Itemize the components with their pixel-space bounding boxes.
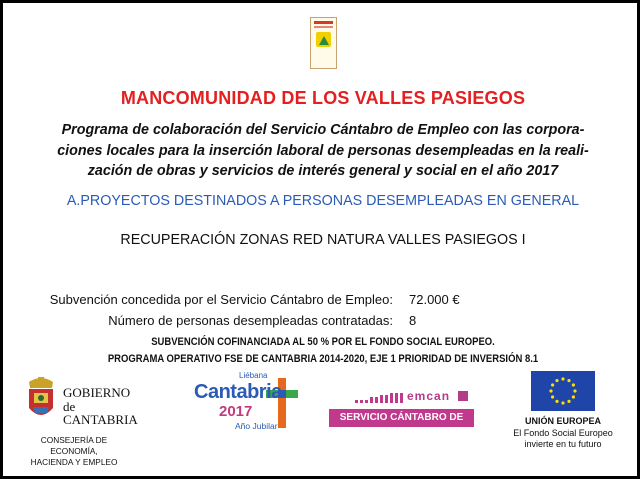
mountain-icon [319, 36, 329, 45]
eu-label: UNIÓN EUROPEA [524, 416, 601, 426]
gob-name-line: GOBIERNO [63, 385, 131, 400]
emcan-logo-word: emcan [407, 389, 451, 403]
emcan-dots-icon [355, 392, 405, 406]
logo-stripe [314, 21, 333, 24]
consejeria-label [19, 435, 129, 468]
page-title: MANCOMUNIDAD DE LOS VALLES PASIEGOS [120, 88, 526, 108]
eu-flag-icon [531, 371, 595, 411]
section-heading: A.PROYECTOS DESTINADOS A PERSONAS DESEMPLEADAS EN GENERAL [66, 193, 580, 209]
cofinancing-line: PROGRAMA OPERATIVO FSE DE CANTABRIA 2014-2020, EJE 1 PRIORIDAD DE INVERSIÓN 8.1 [107, 353, 539, 365]
consejeria-line: HACIENDA Y EMPLEO [30, 457, 118, 467]
cantabria-2017-liebana: Liébana [239, 371, 268, 380]
consejeria-line: CONSEJERÍA DE ECONOMÍA, [40, 435, 108, 456]
logo-stripe [314, 26, 333, 28]
emcan-arrow-icon [458, 391, 468, 401]
program-line: Programa de colaboración del Servicio Cántabro de Empleo con las corpora- [61, 122, 585, 138]
cofinancing-line: SUBVENCIÓN COFINANCIADA AL 50 % POR EL FONDO SOCIAL EUROPEO. [151, 336, 495, 348]
eu-fund-line: invierte en tu futuro [524, 439, 602, 449]
program-line: ciones locales para la inserción laboral de personas desempleadas en la reali- [57, 142, 589, 159]
project-name: RECUPERACIÓN ZONAS RED NATURA VALLES PASIEGOS I [120, 232, 526, 248]
cantabria-2017-word: Cantabria [194, 381, 282, 403]
program-description [25, 120, 621, 182]
cantabria-2017-year: 2017 [219, 403, 253, 420]
cantabria-2017-subtitle: Año Jubilar [235, 421, 278, 431]
eu-fund-text [499, 428, 627, 450]
gob-name-line: CANTABRIA [63, 412, 138, 427]
people-label: Número de personas desempleadas contratadas: [108, 313, 393, 328]
program-line: zación de obras y servicios de interés general y social en el año 2017 [87, 163, 559, 179]
people-value: 8 [409, 313, 417, 328]
grant-value: 72.000 € [409, 292, 460, 307]
eu-fund-line: El Fondo Social Europeo [513, 428, 613, 438]
grant-label: Subvención concedida por el Servicio Cántabro de Empleo: [49, 292, 393, 307]
mancomunidad-logo [310, 17, 337, 69]
emcan-service-bar: SERVICIO CÁNTABRO DE EMPLEO [329, 409, 474, 427]
cantabria-coat-of-arms-icon [25, 376, 57, 424]
gob-name-line: de [63, 398, 76, 414]
gobierno-cantabria-name [63, 386, 138, 427]
